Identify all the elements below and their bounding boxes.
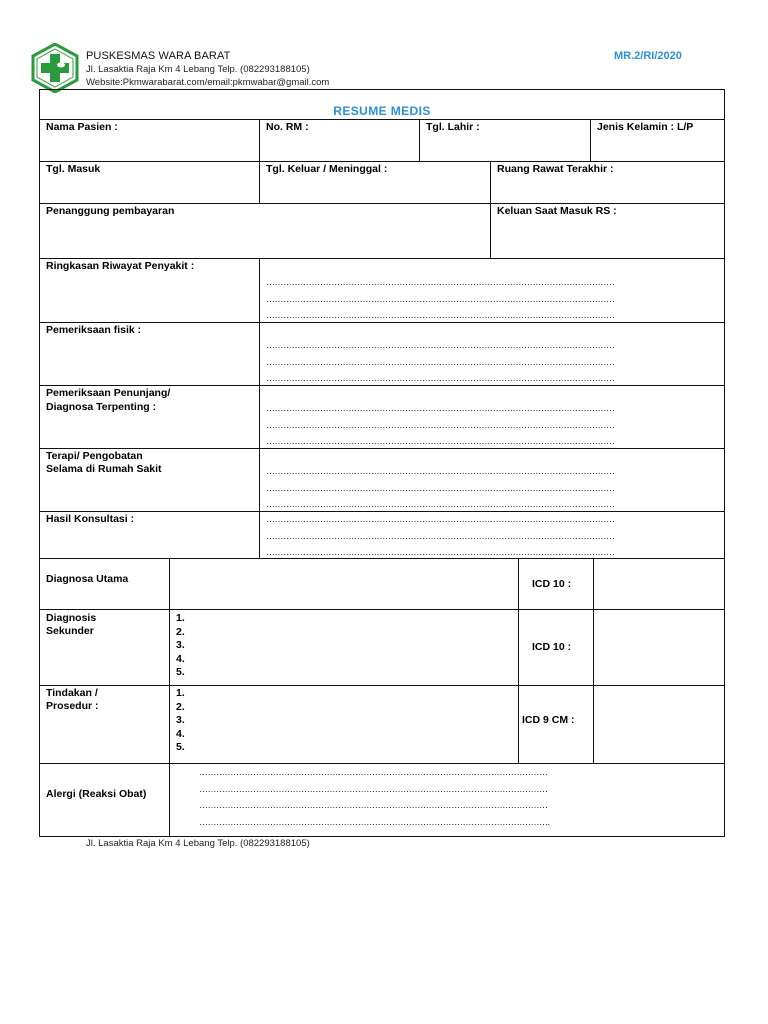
divider <box>39 685 725 686</box>
section-label: Hasil Konsultasi : <box>46 513 135 525</box>
dotted-lines: …………………………………………………………………………………………………………… …………………………………………………………………………………………………………… …………………………………………………………………………………………………………… <box>266 403 615 446</box>
divider <box>39 119 725 120</box>
tindakan-label: Tindakan / <box>46 687 98 699</box>
section-label: Pemeriksaan Penunjang/ <box>46 387 171 399</box>
tgl-masuk-label: Tgl. Masuk <box>46 163 101 175</box>
divider <box>39 258 725 259</box>
org-address: Jl. Lasaktia Raja Km 4 Lebang Telp. (082293188105) <box>86 64 310 75</box>
diagnosis-sekunder-label: Diagnosis <box>46 612 97 624</box>
dotted-lines: …………………………………………………………………………………………………………… …………………………………………………………………………………………………………… …………………………………………………………………………………………………………… <box>266 340 615 383</box>
section-label: Selama di Rumah Sakit <box>46 463 162 475</box>
section-label: Ringkasan Riwayat Penyakit : <box>46 260 195 272</box>
dotted-lines: …………………………………………………………………………………………………………… …………………………………………………………………………………………………………… …………………………………………………………………………………………………………… <box>266 514 615 557</box>
divider <box>259 119 260 161</box>
divider <box>590 119 591 161</box>
divider <box>490 161 491 258</box>
section-label: Terapi/ Pengobatan <box>46 450 143 462</box>
diagnosis-sekunder-label: Sekunder <box>46 625 94 637</box>
jenis-kelamin-label: Jenis Kelamin : L/P <box>597 121 694 133</box>
divider <box>39 161 725 162</box>
org-name: PUSKESMAS WARA BARAT <box>86 50 231 62</box>
org-website: Website:Pkmwarabarat.com/email:pkmwabar@gmail.com <box>86 77 330 88</box>
diagnosa-utama-label: Diagnosa Utama <box>46 573 129 585</box>
section-label: Diagnosa Terpenting : <box>46 401 157 413</box>
divider <box>259 258 260 558</box>
dotted-lines: …………………………………………………………………………………………………………… …………………………………………………………………………………………………………… …………………………………………………………………………………………………………… <box>266 277 615 320</box>
icd10-label: ICD 10 : <box>532 641 572 653</box>
no-rm-label: No. RM : <box>266 121 309 133</box>
divider <box>518 558 519 763</box>
number-list: 1. 2. 3. 4. 5. <box>176 612 185 678</box>
dotted-lines: …………………………………………………………………………………………………………… …………………………………………………………………………………………………………… …………………………………………………………………………………………………………… ……………………………………………………………………………………………………………. <box>199 767 550 827</box>
tgl-keluar-label: Tgl. Keluar / Meninggal : <box>266 163 388 175</box>
footer-address: Jl. Lasaktia Raja Km 4 Lebang Telp. (082293188105) <box>86 838 310 849</box>
divider <box>39 609 725 610</box>
keluhan-label: Keluan Saat Masuk RS : <box>497 205 617 217</box>
icd10-label: ICD 10 : <box>532 578 572 590</box>
divider <box>259 161 260 203</box>
divider <box>39 203 725 204</box>
form-code: MR.2/RI/2020 <box>614 50 682 62</box>
divider <box>419 119 420 161</box>
tgl-lahir-label: Tgl. Lahir : <box>426 121 480 133</box>
health-cross-logo-icon <box>30 43 80 93</box>
form-title: RESUME MEDIS <box>333 104 431 118</box>
icd9cm-label: ICD 9 CM : <box>522 714 575 726</box>
ruang-rawat-label: Ruang Rawat Terakhir : <box>497 163 614 175</box>
alergi-label: Alergi (Reaksi Obat) <box>46 788 147 800</box>
dotted-lines: …………………………………………………………………………………………………………… …………………………………………………………………………………………………………… …………………………………………………………………………………………………………… <box>266 466 615 509</box>
tindakan-label: Prosedur : <box>46 700 99 712</box>
penanggung-label: Penanggung pembayaran <box>46 205 175 217</box>
nama-pasien-label: Nama Pasien : <box>46 121 118 133</box>
divider <box>169 558 170 837</box>
section-label: Pemeriksaan fisik : <box>46 324 142 336</box>
divider <box>593 558 594 763</box>
number-list: 1. 2. 3. 4. 5. <box>176 687 185 753</box>
